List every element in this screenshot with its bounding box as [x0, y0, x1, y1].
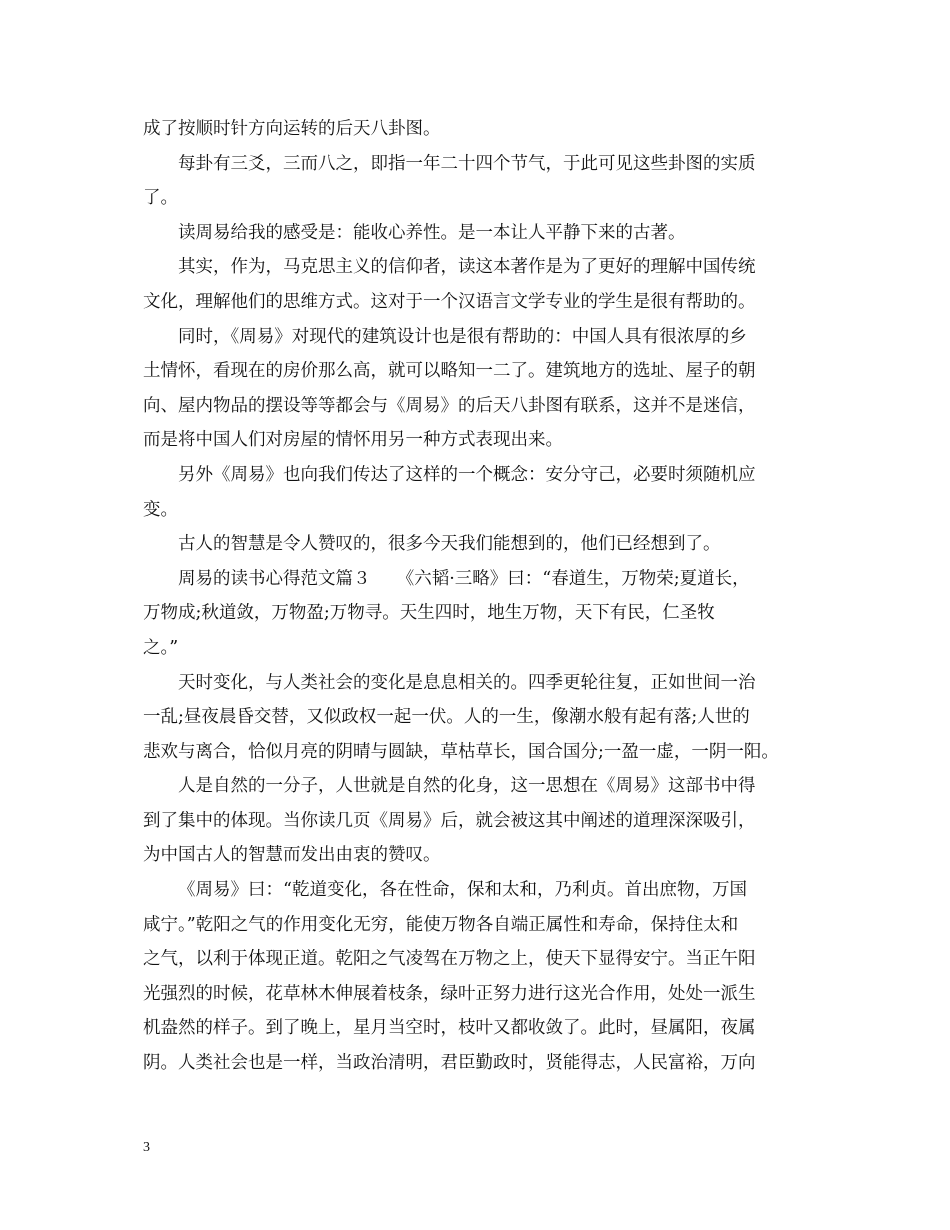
text-line: 同时，《周易》对现代的建筑设计也是很有帮助的：中国人具有很浓厚的乡 [178, 326, 747, 347]
page-number: 3 [143, 1140, 150, 1155]
text-line: 一乱;昼夜晨昏交替，又似政权一起一伏。人的一生，像潮水般有起有落;人世的 [143, 707, 750, 728]
text-line: 读周易给我的感受是：能收心养性。是一本让人平静下来的古著。 [178, 222, 686, 243]
text-line: 悲欢与离合，恰似月亮的阴晴与圆缺，草枯草长，国合国分;一盈一虚，一阴一阳。 [143, 741, 779, 762]
text-line: 万物成;秋道敛，万物盈;万物寻。天生四时，地生万物，天下有民，仁圣牧 [143, 603, 715, 624]
text-line: 咸宁。”乾阳之气的作用变化无穷，能使万物各自端正属性和寿命，保持住太和 [143, 914, 739, 935]
text-line: 向、屋内物品的摆设等等都会与《周易》的后天八卦图有联系，这并不是迷信， [143, 395, 756, 416]
document-body [143, 112, 823, 1081]
text-line: 机盎然的样子。到了晚上，星月当空时，枝叶又都收敛了。此时，昼属阳，夜属 [143, 1018, 756, 1039]
text-line: 成了按顺时针方向运转的后天八卦图。 [143, 119, 441, 139]
text-line: 人是自然的一分子，人世就是自然的化身，这一思想在《周易》这部书中得 [178, 776, 756, 797]
text-line: 古人的智慧是令人赞叹的，很多今天我们能想到的，他们已经想到了。 [178, 534, 721, 555]
text-line: 了。 [143, 188, 178, 209]
text-line: 文化，理解他们的思维方式。这对于一个汉语言文学专业的学生是很有帮助的。 [143, 291, 756, 312]
text-line: 土情怀，看现在的房价那么高，就可以略知一二了。建筑地方的选址、屋子的朝 [143, 361, 756, 382]
text-line: 之。” [143, 637, 179, 658]
text-line: 阴。人类社会也是一样，当政治清明，君臣勤政时，贤能得志，人民富裕，万向 [143, 1053, 756, 1074]
text-line: 之气，以利于体现正道。乾阳之气凌驾在万物之上，使天下显得安宁。当正午阳 [143, 949, 756, 970]
text-line: 变。 [143, 499, 178, 520]
text-line: 而是将中国人们对房屋的情怀用另一种方式表现出来。 [143, 430, 563, 451]
text-line: 光强烈的时候，花草林木伸展着枝条，绿叶正努力进行这光合作用，处处一派生 [143, 983, 756, 1004]
text-line: 其实，作为，马克思主义的信仰者，读这本著作是为了更好的理解中国传统 [178, 257, 756, 278]
text-line: 为中国古人的智慧而发出由衷的赞叹。 [143, 845, 441, 866]
text-line: 到了集中的体现。当你读几页《周易》后，就会被这其中阐述的道理深深吸引， [143, 810, 756, 831]
text-line: 周易的读书心得范文篇３ 《六韬·三略》曰：“春道生，万物荣;夏道长， [178, 568, 750, 589]
text-line: 另外《周易》也向我们传达了这样的一个概念：安分守己，必要时须随机应 [178, 464, 756, 485]
text-line: 《周易》曰：“乾道变化，各在性命，保和太和，乃利贞。首出庶物，万国 [178, 880, 747, 901]
text-line: 天时变化，与人类社会的变化是息息相关的。四季更轮往复，正如世间一治 [178, 672, 756, 693]
text-line: 每卦有三爻，三而八之，即指一年二十四个节气，于此可见这些卦图的实质 [178, 153, 756, 174]
